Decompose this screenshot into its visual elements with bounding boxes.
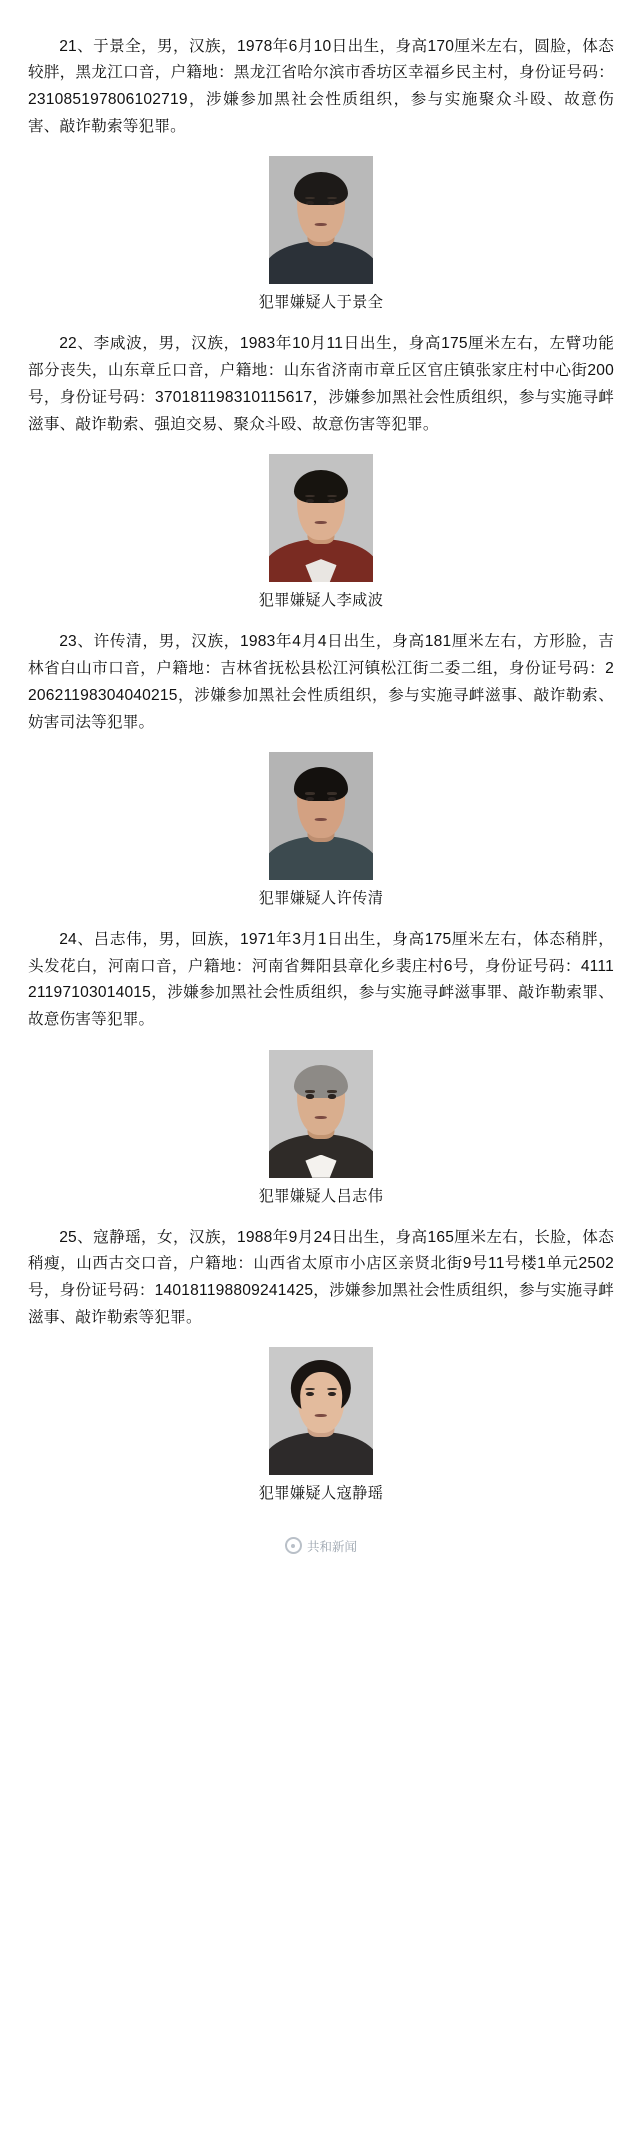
- suspect-photo-caption: 犯罪嫌疑人许传清: [258, 889, 384, 907]
- suspect-entry-23: [28, 629, 614, 911]
- suspect-entry-24: [28, 927, 614, 1209]
- suspect-description: 24、吕志伟，男，回族，1971年3月1日出生，身高175厘米左右，体态稍胖，头发花白，河南口音，户籍地：河南省舞阳县章化乡裴庄村6号，身份证号码：411121197103014015，涉嫌参加黑社会性质组织，参与实施寻衅滋事罪、敲诈勒索罪、故意伤害等犯罪。: [28, 930, 614, 1029]
- weibo-eye-icon: [285, 1537, 302, 1554]
- suspect-photo-caption: 犯罪嫌疑人吕志伟: [258, 1187, 384, 1205]
- suspect-description: 23、许传清，男，汉族，1983年4月4日出生，身高181厘米左右，方形脸，吉林省白山市口音，户籍地：吉林省抚松县松江河镇松江街二委二组，身份证号码：220621198304040215，涉嫌参加黑社会性质组织，参与实施寻衅滋事、敲诈勒索、妨害司法等犯罪。: [28, 633, 614, 731]
- suspect-photo-block: [28, 1050, 614, 1209]
- suspect-photo-block: [28, 1347, 614, 1506]
- suspect-photo-caption: 犯罪嫌疑人李咸波: [258, 592, 384, 610]
- suspect-entry-25: [28, 1225, 614, 1507]
- suspect-photo-block: [28, 752, 614, 911]
- suspect-photo-caption: 犯罪嫌疑人于景全: [258, 294, 384, 312]
- suspect-description: 21、于景全，男，汉族，1978年6月10日出生，身高170厘米左右，圆脸，体态较胖，黑龙江口音，户籍地：黑龙江省哈尔滨市香坊区幸福乡民主村，身份证号码：231085197806102719，涉嫌参加黑社会性质组织，参与实施聚众斗殴、故意伤害、敲诈勒索等犯罪。: [28, 37, 614, 136]
- suspect-photo-block: [28, 156, 614, 315]
- suspect-photo: [269, 1050, 373, 1178]
- suspect-entry-21: [28, 34, 614, 316]
- suspect-photo: [269, 156, 373, 284]
- suspect-description: 25、寇静瑶，女，汉族，1988年9月24日出生，身高165厘米左右，长脸，体态稍瘦，山西古交口音，户籍地：山西省太原市小店区亲贤北街9号11号楼1单元2502号，身份证号码：140181198809241425，涉嫌参加黑社会性质组织，参与实施寻衅滋事、敲诈勒索等犯罪。: [28, 1228, 614, 1327]
- suspect-photo-caption: 犯罪嫌疑人寇静瑶: [258, 1485, 384, 1503]
- suspect-photo: [269, 752, 373, 880]
- suspect-entry-22: [28, 331, 614, 613]
- watermark-footer: [0, 1529, 642, 1570]
- suspect-photo: [269, 1347, 373, 1475]
- suspect-photo-block: [28, 454, 614, 613]
- suspect-description: 22、李咸波，男，汉族，1983年10月11日出生，身高175厘米左右，左臂功能部分丧失，山东章丘口音，户籍地：山东省济南市章丘区官庄镇张家庄村中心街200号，身份证号码：370181198310115617，涉嫌参加黑社会性质组织，参与实施寻衅滋事、敲诈勒索、强迫交易、聚众斗殴、故意伤害等犯罪。: [28, 335, 614, 433]
- watermark-text: 共和新闻: [306, 1539, 357, 1554]
- suspect-photo: [269, 454, 373, 582]
